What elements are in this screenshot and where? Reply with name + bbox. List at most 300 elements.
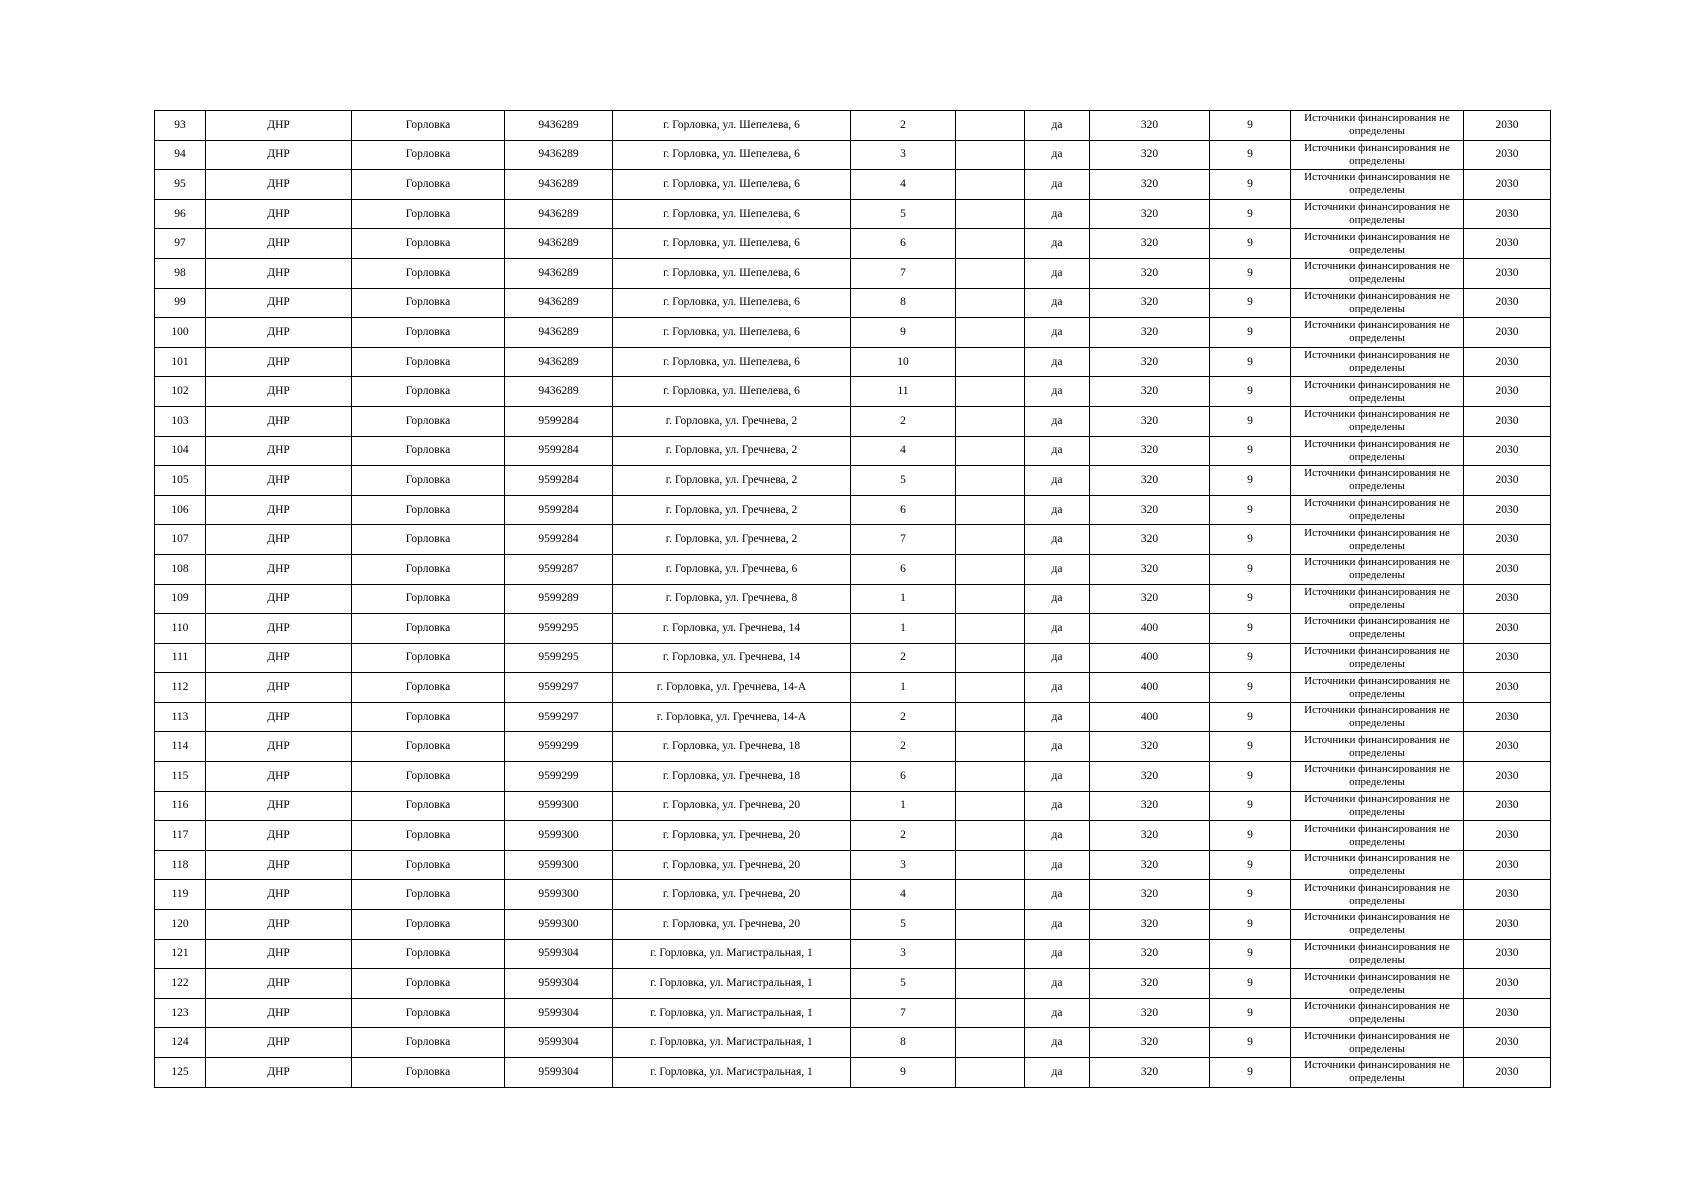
table-row <box>155 762 1551 792</box>
amount-cell: 320 <box>1090 1058 1210 1088</box>
region-cell: ДНР <box>206 318 352 348</box>
empty-cell <box>956 584 1025 614</box>
table-row <box>155 258 1551 288</box>
flag-cell: да <box>1025 969 1090 999</box>
row-number-cell: 100 <box>155 318 206 348</box>
count-cell: 9 <box>1210 229 1291 259</box>
row-number-cell: 124 <box>155 1028 206 1058</box>
amount-cell: 320 <box>1090 880 1210 910</box>
year-cell: 2030 <box>1464 762 1551 792</box>
flag-cell: да <box>1025 791 1090 821</box>
funding-source-cell: Источники финансирования не определены <box>1291 1028 1464 1058</box>
year-cell: 2030 <box>1464 791 1551 821</box>
empty-cell <box>956 880 1025 910</box>
apartment-cell: 7 <box>851 998 956 1028</box>
city-cell: Горловка <box>352 111 505 141</box>
apartment-cell: 6 <box>851 762 956 792</box>
table-row <box>155 673 1551 703</box>
funding-source-cell: Источники финансирования не определены <box>1291 377 1464 407</box>
apartment-cell: 5 <box>851 199 956 229</box>
amount-cell: 320 <box>1090 406 1210 436</box>
city-cell: Горловка <box>352 791 505 821</box>
amount-cell: 320 <box>1090 436 1210 466</box>
year-cell: 2030 <box>1464 614 1551 644</box>
flag-cell: да <box>1025 850 1090 880</box>
table-row <box>155 584 1551 614</box>
empty-cell <box>956 643 1025 673</box>
count-cell: 9 <box>1210 318 1291 348</box>
table-row <box>155 554 1551 584</box>
city-cell: Горловка <box>352 584 505 614</box>
amount-cell: 320 <box>1090 1028 1210 1058</box>
city-cell: Горловка <box>352 318 505 348</box>
count-cell: 9 <box>1210 377 1291 407</box>
funding-source-cell: Источники финансирования не определены <box>1291 702 1464 732</box>
address-cell: г. Горловка, ул. Гречнева, 2 <box>613 525 851 555</box>
row-number-cell: 101 <box>155 347 206 377</box>
year-cell: 2030 <box>1464 111 1551 141</box>
code-cell: 9436289 <box>505 111 613 141</box>
row-number-cell: 109 <box>155 584 206 614</box>
row-number-cell: 111 <box>155 643 206 673</box>
code-cell: 9436289 <box>505 170 613 200</box>
count-cell: 9 <box>1210 791 1291 821</box>
address-cell: г. Горловка, ул. Шепелева, 6 <box>613 288 851 318</box>
count-cell: 9 <box>1210 495 1291 525</box>
flag-cell: да <box>1025 762 1090 792</box>
count-cell: 9 <box>1210 584 1291 614</box>
funding-source-cell: Источники финансирования не определены <box>1291 850 1464 880</box>
region-cell: ДНР <box>206 850 352 880</box>
funding-source-cell: Источники финансирования не определены <box>1291 466 1464 496</box>
count-cell: 9 <box>1210 1028 1291 1058</box>
amount-cell: 320 <box>1090 170 1210 200</box>
table-row <box>155 939 1551 969</box>
amount-cell: 320 <box>1090 495 1210 525</box>
empty-cell <box>956 1028 1025 1058</box>
flag-cell: да <box>1025 910 1090 940</box>
city-cell: Горловка <box>352 1028 505 1058</box>
count-cell: 9 <box>1210 140 1291 170</box>
funding-source-cell: Источники финансирования не определены <box>1291 170 1464 200</box>
region-cell: ДНР <box>206 821 352 851</box>
code-cell: 9599284 <box>505 525 613 555</box>
amount-cell: 320 <box>1090 377 1210 407</box>
empty-cell <box>956 258 1025 288</box>
empty-cell <box>956 318 1025 348</box>
empty-cell <box>956 791 1025 821</box>
year-cell: 2030 <box>1464 436 1551 466</box>
region-cell: ДНР <box>206 406 352 436</box>
flag-cell: да <box>1025 377 1090 407</box>
code-cell: 9599284 <box>505 495 613 525</box>
address-cell: г. Горловка, ул. Гречнева, 18 <box>613 762 851 792</box>
address-cell: г. Горловка, ул. Шепелева, 6 <box>613 199 851 229</box>
year-cell: 2030 <box>1464 732 1551 762</box>
row-number-cell: 116 <box>155 791 206 821</box>
funding-source-cell: Источники финансирования не определены <box>1291 614 1464 644</box>
amount-cell: 320 <box>1090 258 1210 288</box>
apartment-cell: 11 <box>851 377 956 407</box>
funding-source-cell: Источники финансирования не определены <box>1291 347 1464 377</box>
empty-cell <box>956 377 1025 407</box>
code-cell: 9599289 <box>505 584 613 614</box>
row-number-cell: 99 <box>155 288 206 318</box>
address-cell: г. Горловка, ул. Магистральная, 1 <box>613 939 851 969</box>
flag-cell: да <box>1025 495 1090 525</box>
count-cell: 9 <box>1210 939 1291 969</box>
code-cell: 9599304 <box>505 1058 613 1088</box>
table-row <box>155 140 1551 170</box>
code-cell: 9599300 <box>505 821 613 851</box>
year-cell: 2030 <box>1464 939 1551 969</box>
code-cell: 9599300 <box>505 791 613 821</box>
empty-cell <box>956 140 1025 170</box>
flag-cell: да <box>1025 880 1090 910</box>
row-number-cell: 120 <box>155 910 206 940</box>
code-cell: 9599284 <box>505 406 613 436</box>
year-cell: 2030 <box>1464 229 1551 259</box>
region-cell: ДНР <box>206 880 352 910</box>
apartment-cell: 9 <box>851 318 956 348</box>
code-cell: 9599295 <box>505 643 613 673</box>
table-row <box>155 495 1551 525</box>
amount-cell: 400 <box>1090 614 1210 644</box>
city-cell: Горловка <box>352 910 505 940</box>
code-cell: 9599299 <box>505 732 613 762</box>
table-row <box>155 732 1551 762</box>
address-cell: г. Горловка, ул. Гречнева, 20 <box>613 910 851 940</box>
year-cell: 2030 <box>1464 318 1551 348</box>
table-row <box>155 791 1551 821</box>
flag-cell: да <box>1025 939 1090 969</box>
amount-cell: 320 <box>1090 288 1210 318</box>
amount-cell: 320 <box>1090 554 1210 584</box>
amount-cell: 320 <box>1090 969 1210 999</box>
funding-source-cell: Источники финансирования не определены <box>1291 525 1464 555</box>
funding-source-cell: Источники финансирования не определены <box>1291 554 1464 584</box>
empty-cell <box>956 821 1025 851</box>
empty-cell <box>956 436 1025 466</box>
empty-cell <box>956 288 1025 318</box>
row-number-cell: 121 <box>155 939 206 969</box>
apartment-cell: 5 <box>851 466 956 496</box>
amount-cell: 400 <box>1090 673 1210 703</box>
row-number-cell: 119 <box>155 880 206 910</box>
amount-cell: 320 <box>1090 939 1210 969</box>
address-cell: г. Горловка, ул. Гречнева, 2 <box>613 406 851 436</box>
row-number-cell: 112 <box>155 673 206 703</box>
count-cell: 9 <box>1210 702 1291 732</box>
empty-cell <box>956 969 1025 999</box>
count-cell: 9 <box>1210 910 1291 940</box>
city-cell: Горловка <box>352 939 505 969</box>
row-number-cell: 96 <box>155 199 206 229</box>
flag-cell: да <box>1025 466 1090 496</box>
count-cell: 9 <box>1210 525 1291 555</box>
amount-cell: 320 <box>1090 791 1210 821</box>
address-cell: г. Горловка, ул. Гречнева, 20 <box>613 821 851 851</box>
year-cell: 2030 <box>1464 998 1551 1028</box>
address-cell: г. Горловка, ул. Шепелева, 6 <box>613 111 851 141</box>
apartment-cell: 7 <box>851 258 956 288</box>
year-cell: 2030 <box>1464 1058 1551 1088</box>
empty-cell <box>956 614 1025 644</box>
table-row <box>155 880 1551 910</box>
table-row <box>155 910 1551 940</box>
city-cell: Горловка <box>352 140 505 170</box>
amount-cell: 400 <box>1090 702 1210 732</box>
flag-cell: да <box>1025 406 1090 436</box>
count-cell: 9 <box>1210 880 1291 910</box>
year-cell: 2030 <box>1464 821 1551 851</box>
table-row <box>155 170 1551 200</box>
region-cell: ДНР <box>206 614 352 644</box>
city-cell: Горловка <box>352 377 505 407</box>
flag-cell: да <box>1025 258 1090 288</box>
empty-cell <box>956 673 1025 703</box>
apartment-cell: 1 <box>851 673 956 703</box>
flag-cell: да <box>1025 288 1090 318</box>
row-number-cell: 104 <box>155 436 206 466</box>
count-cell: 9 <box>1210 258 1291 288</box>
address-cell: г. Горловка, ул. Гречнева, 14-А <box>613 673 851 703</box>
code-cell: 9599299 <box>505 762 613 792</box>
empty-cell <box>956 199 1025 229</box>
region-cell: ДНР <box>206 170 352 200</box>
year-cell: 2030 <box>1464 910 1551 940</box>
year-cell: 2030 <box>1464 880 1551 910</box>
amount-cell: 320 <box>1090 140 1210 170</box>
funding-source-cell: Источники финансирования не определены <box>1291 1058 1464 1088</box>
year-cell: 2030 <box>1464 1028 1551 1058</box>
amount-cell: 320 <box>1090 111 1210 141</box>
address-cell: г. Горловка, ул. Гречнева, 8 <box>613 584 851 614</box>
year-cell: 2030 <box>1464 643 1551 673</box>
table-row <box>155 466 1551 496</box>
table-body <box>155 111 1551 1088</box>
funding-source-cell: Источники финансирования не определены <box>1291 732 1464 762</box>
flag-cell: да <box>1025 199 1090 229</box>
flag-cell: да <box>1025 318 1090 348</box>
address-cell: г. Горловка, ул. Гречнева, 2 <box>613 436 851 466</box>
code-cell: 9599300 <box>505 910 613 940</box>
apartment-cell: 2 <box>851 732 956 762</box>
city-cell: Горловка <box>352 643 505 673</box>
region-cell: ДНР <box>206 554 352 584</box>
city-cell: Горловка <box>352 229 505 259</box>
funding-source-cell: Источники финансирования не определены <box>1291 584 1464 614</box>
flag-cell: да <box>1025 998 1090 1028</box>
apartment-cell: 1 <box>851 614 956 644</box>
table-row <box>155 643 1551 673</box>
table-row <box>155 1058 1551 1088</box>
apartment-cell: 8 <box>851 1028 956 1058</box>
count-cell: 9 <box>1210 821 1291 851</box>
region-cell: ДНР <box>206 199 352 229</box>
city-cell: Горловка <box>352 702 505 732</box>
region-cell: ДНР <box>206 377 352 407</box>
flag-cell: да <box>1025 554 1090 584</box>
region-cell: ДНР <box>206 584 352 614</box>
count-cell: 9 <box>1210 969 1291 999</box>
year-cell: 2030 <box>1464 377 1551 407</box>
row-number-cell: 95 <box>155 170 206 200</box>
table-row <box>155 525 1551 555</box>
region-cell: ДНР <box>206 762 352 792</box>
city-cell: Горловка <box>352 969 505 999</box>
city-cell: Горловка <box>352 347 505 377</box>
row-number-cell: 103 <box>155 406 206 436</box>
table-row <box>155 406 1551 436</box>
year-cell: 2030 <box>1464 347 1551 377</box>
row-number-cell: 106 <box>155 495 206 525</box>
funding-source-cell: Источники финансирования не определены <box>1291 910 1464 940</box>
city-cell: Горловка <box>352 821 505 851</box>
apartment-cell: 6 <box>851 495 956 525</box>
apartment-cell: 3 <box>851 850 956 880</box>
funding-source-cell: Источники финансирования не определены <box>1291 495 1464 525</box>
amount-cell: 320 <box>1090 199 1210 229</box>
city-cell: Горловка <box>352 199 505 229</box>
funding-source-cell: Источники финансирования не определены <box>1291 969 1464 999</box>
funding-source-cell: Источники финансирования не определены <box>1291 762 1464 792</box>
flag-cell: да <box>1025 673 1090 703</box>
amount-cell: 320 <box>1090 762 1210 792</box>
flag-cell: да <box>1025 1028 1090 1058</box>
address-cell: г. Горловка, ул. Гречнева, 6 <box>613 554 851 584</box>
address-cell: г. Горловка, ул. Гречнева, 2 <box>613 466 851 496</box>
empty-cell <box>956 910 1025 940</box>
apartment-cell: 1 <box>851 791 956 821</box>
year-cell: 2030 <box>1464 466 1551 496</box>
data-table <box>154 110 1551 1088</box>
region-cell: ДНР <box>206 998 352 1028</box>
funding-source-cell: Источники финансирования не определены <box>1291 436 1464 466</box>
row-number-cell: 94 <box>155 140 206 170</box>
count-cell: 9 <box>1210 643 1291 673</box>
flag-cell: да <box>1025 1058 1090 1088</box>
flag-cell: да <box>1025 436 1090 466</box>
table-row <box>155 377 1551 407</box>
address-cell: г. Горловка, ул. Шепелева, 6 <box>613 377 851 407</box>
row-number-cell: 125 <box>155 1058 206 1088</box>
address-cell: г. Горловка, ул. Шепелева, 6 <box>613 258 851 288</box>
code-cell: 9599287 <box>505 554 613 584</box>
year-cell: 2030 <box>1464 969 1551 999</box>
year-cell: 2030 <box>1464 673 1551 703</box>
row-number-cell: 107 <box>155 525 206 555</box>
apartment-cell: 2 <box>851 821 956 851</box>
table-row <box>155 288 1551 318</box>
region-cell: ДНР <box>206 1058 352 1088</box>
empty-cell <box>956 111 1025 141</box>
empty-cell <box>956 554 1025 584</box>
city-cell: Горловка <box>352 436 505 466</box>
address-cell: г. Горловка, ул. Гречнева, 20 <box>613 880 851 910</box>
year-cell: 2030 <box>1464 850 1551 880</box>
code-cell: 9599304 <box>505 939 613 969</box>
year-cell: 2030 <box>1464 258 1551 288</box>
apartment-cell: 10 <box>851 347 956 377</box>
year-cell: 2030 <box>1464 702 1551 732</box>
region-cell: ДНР <box>206 910 352 940</box>
address-cell: г. Горловка, ул. Магистральная, 1 <box>613 969 851 999</box>
address-cell: г. Горловка, ул. Магистральная, 1 <box>613 1028 851 1058</box>
region-cell: ДНР <box>206 111 352 141</box>
city-cell: Горловка <box>352 288 505 318</box>
apartment-cell: 9 <box>851 1058 956 1088</box>
funding-source-cell: Источники финансирования не определены <box>1291 288 1464 318</box>
region-cell: ДНР <box>206 140 352 170</box>
count-cell: 9 <box>1210 762 1291 792</box>
row-number-cell: 93 <box>155 111 206 141</box>
flag-cell: да <box>1025 614 1090 644</box>
year-cell: 2030 <box>1464 584 1551 614</box>
amount-cell: 320 <box>1090 850 1210 880</box>
city-cell: Горловка <box>352 466 505 496</box>
code-cell: 9436289 <box>505 140 613 170</box>
count-cell: 9 <box>1210 554 1291 584</box>
table-row <box>155 229 1551 259</box>
code-cell: 9436289 <box>505 258 613 288</box>
amount-cell: 400 <box>1090 643 1210 673</box>
row-number-cell: 102 <box>155 377 206 407</box>
apartment-cell: 5 <box>851 910 956 940</box>
funding-source-cell: Источники финансирования не определены <box>1291 643 1464 673</box>
code-cell: 9436289 <box>505 318 613 348</box>
table-row <box>155 111 1551 141</box>
amount-cell: 320 <box>1090 732 1210 762</box>
table-row <box>155 199 1551 229</box>
funding-source-cell: Источники финансирования не определены <box>1291 111 1464 141</box>
year-cell: 2030 <box>1464 199 1551 229</box>
flag-cell: да <box>1025 347 1090 377</box>
year-cell: 2030 <box>1464 288 1551 318</box>
apartment-cell: 2 <box>851 406 956 436</box>
flag-cell: да <box>1025 643 1090 673</box>
city-cell: Горловка <box>352 673 505 703</box>
empty-cell <box>956 850 1025 880</box>
amount-cell: 320 <box>1090 318 1210 348</box>
region-cell: ДНР <box>206 495 352 525</box>
apartment-cell: 2 <box>851 643 956 673</box>
address-cell: г. Горловка, ул. Гречнева, 14 <box>613 614 851 644</box>
apartment-cell: 3 <box>851 939 956 969</box>
region-cell: ДНР <box>206 1028 352 1058</box>
funding-source-cell: Источники финансирования не определены <box>1291 258 1464 288</box>
row-number-cell: 123 <box>155 998 206 1028</box>
flag-cell: да <box>1025 170 1090 200</box>
apartment-cell: 6 <box>851 229 956 259</box>
region-cell: ДНР <box>206 969 352 999</box>
code-cell: 9436289 <box>505 347 613 377</box>
region-cell: ДНР <box>206 258 352 288</box>
row-number-cell: 97 <box>155 229 206 259</box>
address-cell: г. Горловка, ул. Гречнева, 14 <box>613 643 851 673</box>
region-cell: ДНР <box>206 229 352 259</box>
row-number-cell: 113 <box>155 702 206 732</box>
table-row <box>155 998 1551 1028</box>
count-cell: 9 <box>1210 288 1291 318</box>
amount-cell: 320 <box>1090 525 1210 555</box>
count-cell: 9 <box>1210 998 1291 1028</box>
flag-cell: да <box>1025 525 1090 555</box>
empty-cell <box>956 702 1025 732</box>
empty-cell <box>956 998 1025 1028</box>
apartment-cell: 7 <box>851 525 956 555</box>
empty-cell <box>956 1058 1025 1088</box>
